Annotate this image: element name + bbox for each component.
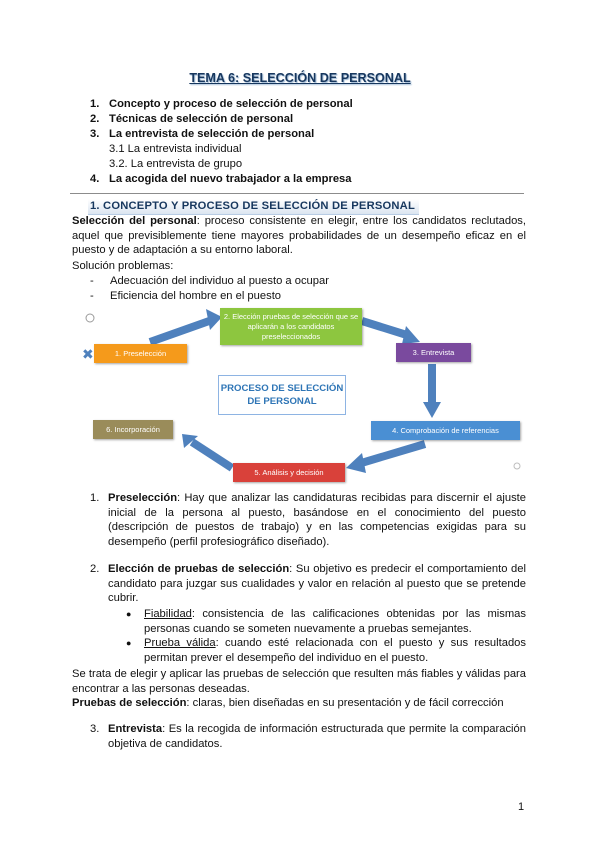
item-number: 2. [90,563,100,575]
tests-term: Pruebas de selección [72,697,187,709]
list-item [90,274,329,289]
arrow-5-to-6 [192,442,232,468]
step-1-preseleccion [94,344,187,363]
item-number: 1. [90,492,100,504]
item-term: Fiabilidad [144,608,192,620]
tests-description [72,696,526,711]
page-number: 1 [518,801,525,813]
step-1-explanation [90,491,526,549]
step-label: 1. Preselección [114,348,167,358]
definition-text: : proceso consistente en elegir, entre los candidatos reclutados, aquel que previsiblemente tiene mayores probabilidades de un desempeño eficaz en el puesto y de adaptación a su entorno laboral. [72,215,526,257]
definition-term: Selección del personal [72,215,197,227]
x-mark-icon: ✖ [82,347,94,363]
list-item [90,722,526,751]
toc-num: 4. [90,173,100,186]
toc-item-2 [90,112,520,127]
toc-num: 3. [90,128,100,141]
step-3-explanation [90,722,526,751]
arrow-3-to-4-head [423,402,441,418]
step-2-explanation [90,562,526,606]
step-4-comprobacion-referencias [371,421,520,440]
page-title-text: TEMA 6: SELECCIÓN DE PERSONAL [189,71,411,85]
step-3-entrevista [396,343,471,362]
toc-label: Técnicas de selección de personal [109,113,294,126]
arrow-4-to-5-head [346,453,366,473]
item-text [108,491,526,549]
arrow-4-to-5 [358,444,425,464]
toc-num: 2. [90,113,100,126]
item-body: : consistencia de las calificaciones obtenidas por las mismas personas cuando se someten nuevamente a pruebas semejantes. [144,608,526,635]
definition-paragraph [72,214,526,258]
item-body: : Su objetivo es predecir el comportamiento del candidato para juzgar sus cualidades y valor en relación al puesto que se pretende cubrir. [108,563,526,605]
process-center-text: PROCESO DE SELECCIÓN DE PERSONAL [220,383,344,407]
test-criteria-list [126,607,526,665]
item-body: : Hay que analizar las candidaturas recibidas para discernir el ajuste inicial de la persona al puesto, basándose en el conocimiento del puesto (descripción de puestos de trabajo) y en las competencias exigidas para su desempeño (perfil profesiográfico diseñado). [108,492,526,548]
bullet-marker: ● [126,609,132,619]
item-text [108,562,526,606]
item-term: Prueba válida [144,637,216,650]
item-body: : Es la recogida de información estructurada que permite la comparación objetiva de candidatos. [108,723,526,750]
toc-num: 1. [90,98,100,111]
item-term: Elección de pruebas de selección [108,563,290,575]
toc-item-3 [90,127,520,142]
selection-summary: Se trata de elegir y aplicar las pruebas de selección que resulten más fiables y válidas para encontrar a las personas deseadas. [72,668,526,695]
page-title [0,71,600,86]
item-text [144,607,526,636]
dash-marker: - [90,275,94,287]
step-label: 5. Análisis y decisión [254,467,324,477]
list-item [90,289,329,304]
step-2-eleccion-pruebas [220,308,362,345]
toc-subitem-3-2: 3.2. La entrevista de grupo [109,158,243,170]
step-5-analisis-decision [233,463,345,482]
step-label: 6. Incorporación [106,424,160,434]
problems-list [90,274,329,304]
toc-item-4 [90,172,520,187]
section-heading: 1. CONCEPTO Y PROCESO DE SELECCIÓN DE PERSONAL [88,199,419,215]
list-item [126,636,526,665]
process-center-label [218,375,346,415]
arrow-1-to-2 [150,320,212,342]
toc-label: La acogida del nuevo trabajador a la empresa [109,173,352,186]
problems-label: Solución problemas: [72,260,174,272]
item-number: 3. [90,723,100,735]
selection-process-diagram [80,306,530,486]
list-item-text: Eficiencia del hombre en el puesto [110,290,282,302]
list-item [126,607,526,636]
item-term: Entrevista [108,723,163,735]
arrow-2-to-3 [362,321,410,336]
list-item [90,491,526,549]
small-circle-mark [86,314,94,322]
toc-subitem-3-1: 3.1 La entrevista individual [109,143,242,155]
step-label: 2. Elección pruebas de selección que se aplicarán a los candidatos preseleccionados [223,311,359,341]
arrow-2-to-3-head [402,326,420,344]
divider [70,193,524,194]
tests-text: : claras, bien diseñadas en su presentación y de fácil corrección [186,697,504,709]
table-of-contents [90,97,520,187]
toc-label: Concepto y proceso de selección de personal [109,98,353,111]
dash-marker: - [90,290,94,302]
toc-label: La entrevista de selección de personal [109,128,315,141]
toc-item-1 [90,97,520,112]
list-item-text: Adecuación del individuo al puesto a ocupar [110,275,329,287]
step-label: 3. Entrevista [412,347,455,357]
item-body: : cuando esté relacionada con el puesto y sus resultados permitan prever el desempeño del individuo en el puesto. [144,637,526,664]
list-item [90,562,526,606]
item-text [108,722,526,751]
step-6-incorporacion [93,420,173,439]
item-text [144,636,526,665]
small-circle-mark-right [514,463,520,469]
bullet-marker: ● [126,638,132,649]
item-term: Preselección [108,492,178,504]
step-label: 4. Comprobación de referencias [392,425,499,435]
